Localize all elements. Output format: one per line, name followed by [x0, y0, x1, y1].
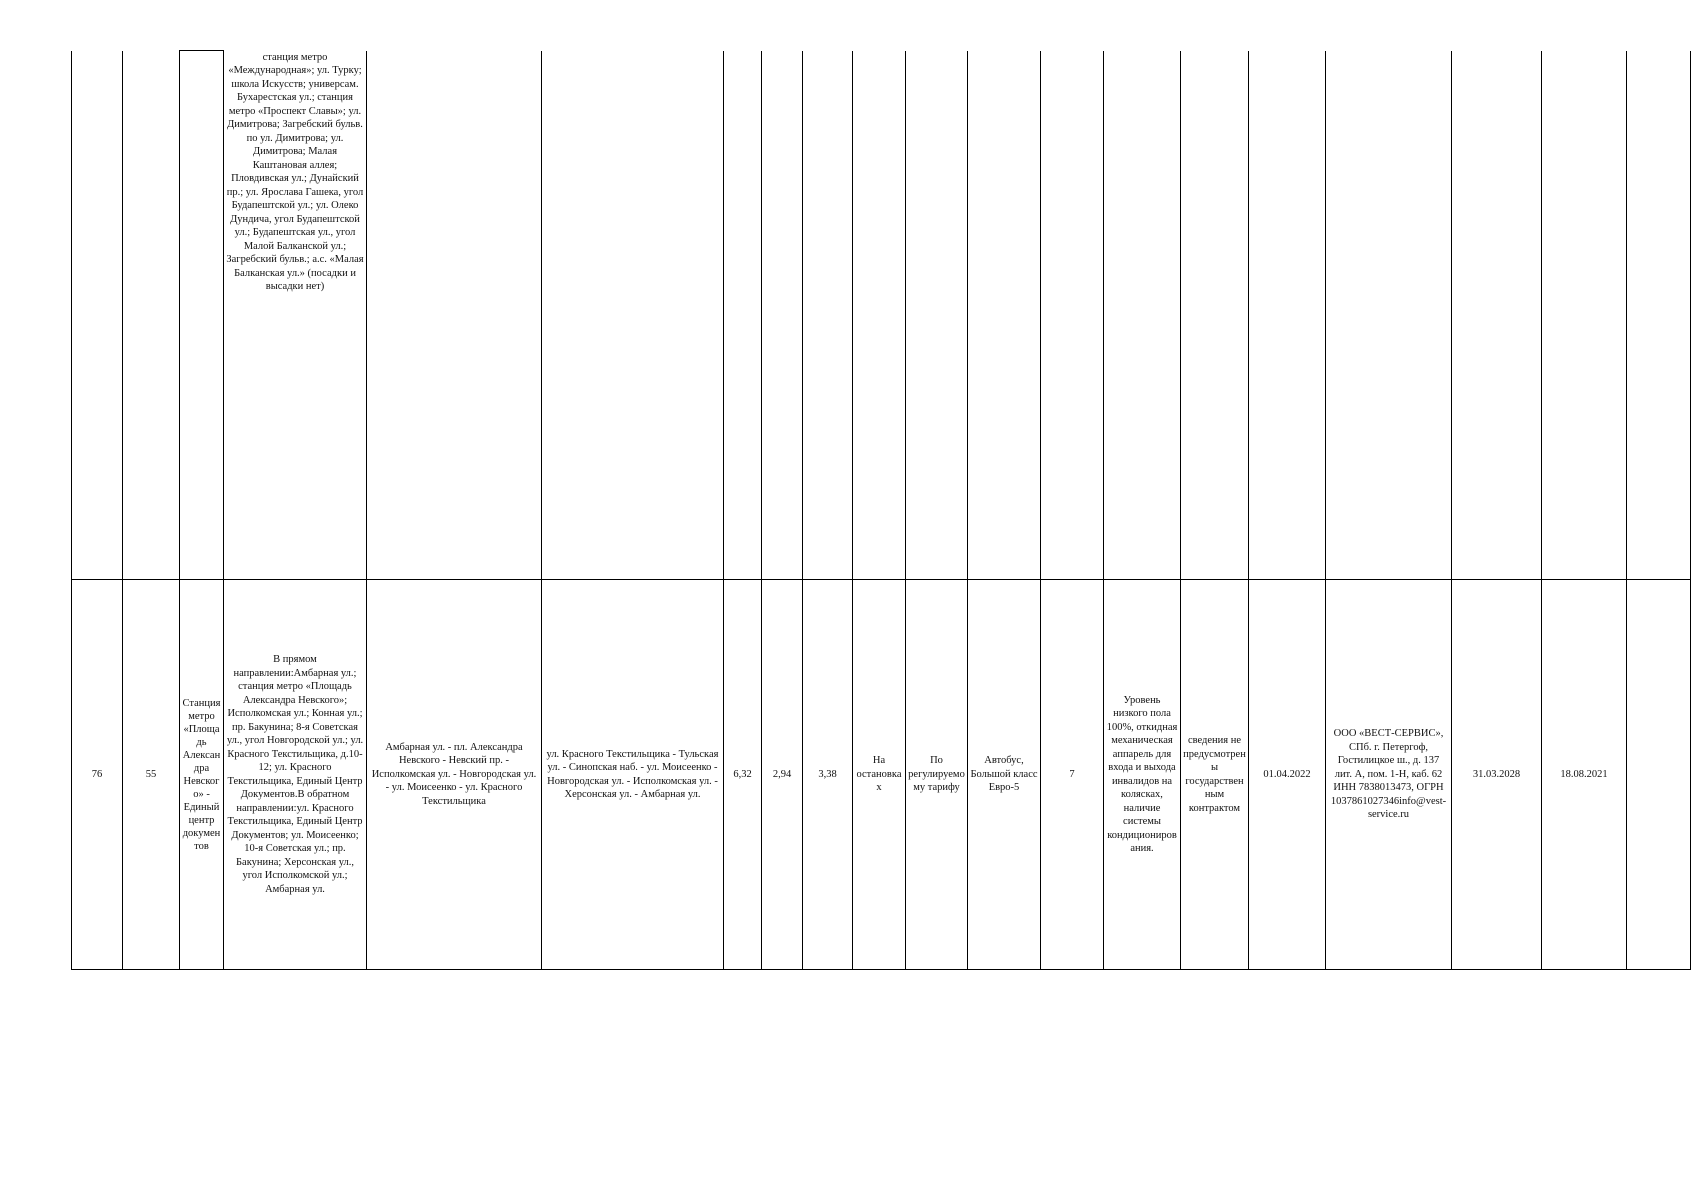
- route-name: Станция метро «Площадь Александра Невского» - Единый центр документов: [182, 697, 221, 852]
- vehicle-class: Автобус, Большой класс Евро-5: [970, 755, 1038, 794]
- reg-number-cell: [72, 580, 123, 970]
- cell-empty: [542, 51, 724, 580]
- accessibility-cell: [1104, 580, 1181, 970]
- length-forward: 2,94: [772, 768, 792, 780]
- vehicle-class-cell: [968, 580, 1041, 970]
- cell-empty: [1542, 51, 1627, 580]
- table-row-continuation: [72, 51, 1691, 580]
- stops-continued-cell: [224, 51, 367, 580]
- cell-empty: [123, 51, 180, 580]
- carrier-cell: [1326, 580, 1452, 970]
- route-number-cell: [123, 580, 180, 970]
- start-date-cell: [1249, 580, 1326, 970]
- length-forward-cell: [762, 580, 803, 970]
- boarding-order: На остановках: [856, 755, 902, 794]
- cell-empty: [1181, 51, 1249, 580]
- issue-date-cell: [1542, 580, 1627, 970]
- boarding-order-cell: [853, 580, 906, 970]
- stops-cell: [224, 580, 367, 970]
- end-date: 31.03.2028: [1472, 768, 1521, 780]
- tariff-type-cell: [906, 580, 968, 970]
- cell-empty: [72, 51, 123, 580]
- route-registry-table: [71, 50, 1691, 970]
- accessibility-features: Уровень низкого пола 100%, откидная механическая аппарель для входа и выхода инвалидов на колясках, наличие системы кондиционирования.: [1106, 694, 1178, 854]
- cell-empty: [853, 51, 906, 580]
- length-total-cell: [724, 580, 762, 970]
- tariff-type: По регулируемому тарифу: [908, 755, 965, 794]
- streets-backward-cell: [542, 580, 724, 970]
- cell-empty: [180, 51, 224, 580]
- cell-empty: [803, 51, 853, 580]
- streets-forward: Амбарная ул. - пл. Александра Невского - Невский пр. - Исполкомская ул. - Новгородская ул. - ул. Моисеенко - ул. Красного Текстильщика: [371, 741, 537, 807]
- cell-empty: [1326, 51, 1452, 580]
- stops-list: В прямом направлении:Амбарная ул.; станция метро «Площадь Александра Невского»; Исполкомская ул.; Конная ул.; пр. Бакунина; 8-я Советская ул., угол Новгородской ул.; ул. Красного Текстильщика, д.10-12; ул. Красного Текстильщика, Единый Центр Документов.В обратном направлении:ул. Красного Текстильщика, Единый Центр Документов; ул. Моисеенко; 10-я Советская ул.; пр. Бакунина; Херсонская ул., угол Исполкомской ул.; Амбарная ул.: [226, 654, 364, 895]
- cell-empty: [762, 51, 803, 580]
- cell-empty: [1041, 51, 1104, 580]
- cell-empty: [1249, 51, 1326, 580]
- cell-empty: [968, 51, 1041, 580]
- stops-continued-text: станция метро «Международная»; ул. Турку; школа Искусств; универсам. Бухарестская ул.; станция метро «Проспект Славы»; ул. Димитрова; Загребский бульв. по ул. Димитрова; ул. Димитрова; Малая Каштановая аллея; Пловдивская ул.; Дунайский пр.; ул. Ярослава Гашека, угол Будапештской ул.; ул. Олеко Дундича, угол Будапештской ул.; Будапештская ул., угол Малой Балканской ул.; Загребский бульв.; а.с. «Малая Балканская ул.» (посадки и высадки нет): [226, 51, 364, 292]
- reg-number: 76: [91, 768, 103, 780]
- contract-info: сведения не предусмотрены государственным контрактом: [1183, 735, 1246, 814]
- start-date: 01.04.2022: [1263, 768, 1311, 780]
- cell-empty: [1452, 51, 1542, 580]
- issue-date: 18.08.2021: [1560, 768, 1608, 780]
- end-date-cell: [1452, 580, 1542, 970]
- length-total: 6,32: [733, 768, 752, 780]
- cell-empty: [367, 51, 542, 580]
- route-name-cell: [180, 580, 224, 970]
- cell-empty: [724, 51, 762, 580]
- cell-empty: [1627, 51, 1691, 580]
- contract-info-cell: [1181, 580, 1249, 970]
- streets-forward-cell: [367, 580, 542, 970]
- table-row-route-55: [72, 580, 1691, 970]
- length-backward: 3,38: [818, 768, 837, 780]
- cell-empty: [1104, 51, 1181, 580]
- cell-empty: [906, 51, 968, 580]
- route-number: 55: [145, 768, 157, 780]
- length-backward-cell: [803, 580, 853, 970]
- last-column-cell: [1627, 580, 1691, 970]
- vehicle-count: 7: [1069, 768, 1075, 780]
- vehicle-count-cell: [1041, 580, 1104, 970]
- streets-backward: ул. Красного Текстильщика - Тульская ул. - Синопская наб. - ул. Моисеенко - Новгородская ул. - Исполкомская ул. - Херсонская ул. - Амбарная ул.: [546, 748, 719, 800]
- carrier-info: ООО «ВЕСТ-СЕРВИС», СПб. г. Петергоф, Гостилицкое ш., д. 137 лит. А, пом. 1-Н, каб. 62 ИНН 7838013473, ОГРН 1037861027346info@vest-service.ru: [1330, 728, 1447, 821]
